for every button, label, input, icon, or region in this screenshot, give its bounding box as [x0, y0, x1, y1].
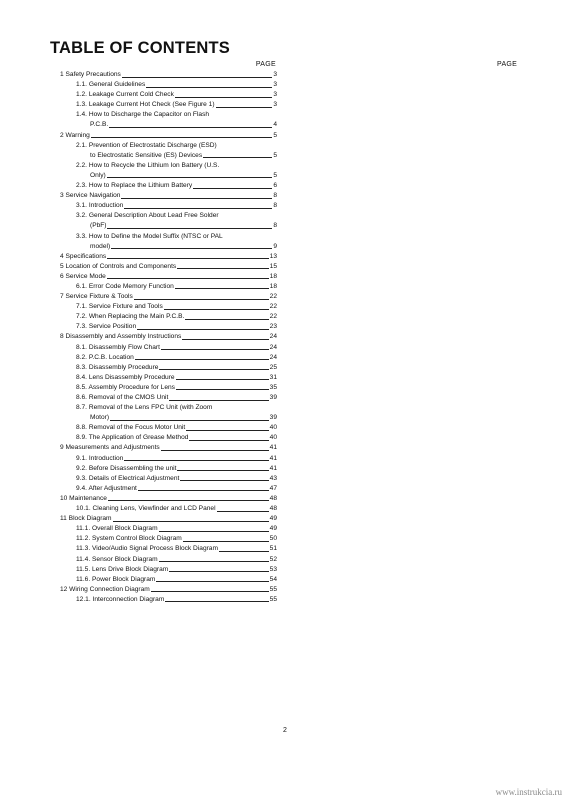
- toc-entry-label: 1.3. Leakage Current Hot Check (See Figure 1): [76, 101, 215, 109]
- toc-entry[interactable]: [60, 232, 277, 252]
- toc-entry-page: 54: [269, 575, 277, 583]
- toc-entry-page: 55: [269, 595, 277, 603]
- leader-line: [110, 420, 269, 421]
- toc-entry-label-continued: model): [90, 242, 111, 250]
- toc-entry-label: 11.2. System Control Block Diagram: [76, 535, 182, 543]
- toc-entry[interactable]: [60, 403, 277, 423]
- toc-entry[interactable]: [60, 565, 277, 575]
- toc-entry[interactable]: [60, 322, 277, 332]
- toc-entry-page: 55: [269, 585, 277, 593]
- leader-line: [164, 309, 269, 310]
- leader-line: [161, 349, 269, 350]
- toc-section[interactable]: [60, 514, 277, 524]
- toc-entry-label: 1.1. General Guidelines: [76, 81, 146, 89]
- leader-line: [177, 268, 268, 269]
- leader-line: [180, 480, 268, 481]
- toc-entry-page: 53: [269, 565, 277, 573]
- toc-entry-page: 52: [269, 555, 277, 563]
- leader-line: [169, 400, 268, 401]
- toc-entry-label: 3.2. General Description About Lead Free Solder: [76, 212, 219, 220]
- toc-entry-label-continued: to Electrostatic Sensitive (ES) Devices: [90, 151, 203, 159]
- toc-entry-page: 4: [273, 121, 277, 129]
- toc-section[interactable]: [60, 332, 277, 342]
- toc-entry-label: 4 Specifications: [60, 252, 107, 260]
- toc-entry-label: 2.3. How to Replace the Lithium Battery: [76, 182, 193, 190]
- leader-line: [109, 127, 272, 128]
- toc-entry-label-continued: Motor): [90, 414, 110, 422]
- toc-entry-label: 3.1. Introduction: [76, 202, 124, 210]
- toc-entry-label: 6 Service Mode: [60, 272, 106, 280]
- toc-entry-label: 7.2. When Replacing the Main P.C.B.: [76, 313, 185, 321]
- leader-line: [177, 470, 268, 471]
- toc-entry-page: 41: [269, 454, 277, 462]
- toc-entry-label: 2 Warning: [60, 131, 90, 139]
- toc-entry-label: 8.9. The Application of Grease Method: [76, 434, 189, 442]
- page-number: 2: [283, 727, 287, 734]
- leader-line: [186, 430, 268, 431]
- toc-entry-label: 2.2. How to Recycle the Lithium Ion Battery (U.S.: [76, 161, 220, 169]
- leader-line: [161, 450, 269, 451]
- toc-entry[interactable]: [60, 353, 277, 363]
- leader-line: [134, 299, 269, 300]
- toc-entry-label: 11.6. Power Block Diagram: [76, 575, 156, 583]
- toc-entry[interactable]: [60, 534, 277, 544]
- toc-entry-label: 8.7. Removal of the Lens FPC Unit (with Zoom: [76, 404, 213, 412]
- toc-entry[interactable]: [60, 161, 277, 181]
- toc-entry-page: 22: [269, 313, 277, 321]
- watermark: www.instrukcia.ru: [495, 787, 562, 797]
- toc-entry-label: 11.4. Sensor Block Diagram: [76, 555, 158, 563]
- toc-entry[interactable]: [60, 141, 277, 161]
- toc-entry-page: 39: [269, 414, 277, 422]
- toc-entry[interactable]: [60, 110, 277, 130]
- toc-entry-label: 9.3. Details of Electrical Adjustment: [76, 474, 180, 482]
- toc-entry-page: 24: [269, 353, 277, 361]
- toc-entry[interactable]: [60, 363, 277, 373]
- toc-entry-page: 8: [273, 222, 277, 230]
- toc-section[interactable]: [60, 494, 277, 504]
- leader-line: [176, 389, 269, 390]
- toc-entry-page: 18: [269, 272, 277, 280]
- toc-entry[interactable]: [60, 524, 277, 534]
- toc-entry-label: 11 Block Diagram: [60, 515, 112, 523]
- toc-entry-label: 5 Location of Controls and Components: [60, 262, 177, 270]
- leader-line: [135, 359, 269, 360]
- leader-line: [107, 278, 269, 279]
- leader-line: [183, 541, 269, 542]
- leader-line: [107, 258, 268, 259]
- toc-entry-label: 10.1. Cleaning Lens, Viewfinder and LCD Panel: [76, 505, 216, 513]
- toc-entry-label: 8 Disassembly and Assembly Instructions: [60, 333, 182, 341]
- toc-entry-page: 5: [273, 151, 277, 159]
- leader-line: [159, 561, 269, 562]
- toc-entry-label: 1.2. Leakage Current Cold Check: [76, 91, 174, 99]
- leader-line: [216, 107, 273, 108]
- leader-line: [156, 581, 268, 582]
- toc-entry-page: 24: [269, 343, 277, 351]
- leader-line: [107, 177, 273, 178]
- toc-entry[interactable]: [60, 211, 277, 231]
- toc-entry-page: 13: [269, 252, 277, 260]
- toc-entry[interactable]: [60, 575, 277, 585]
- leader-line: [137, 329, 269, 330]
- toc-entry-label: 12.1. Interconnection Diagram: [76, 595, 165, 603]
- toc-entry-label-continued: Only): [90, 171, 106, 179]
- toc-entry[interactable]: [60, 555, 277, 565]
- toc-entry-label: 9.2. Before Disassembling the unit: [76, 464, 177, 472]
- toc-entry[interactable]: [60, 90, 277, 100]
- toc-entry-page: 3: [273, 91, 277, 99]
- toc-entry-page: 40: [269, 434, 277, 442]
- toc-entry-page: 40: [269, 424, 277, 432]
- toc-entry-label: 8.8. Removal of the Focus Motor Unit: [76, 424, 186, 432]
- toc-entry[interactable]: [60, 544, 277, 554]
- leader-line: [203, 157, 272, 158]
- toc-entry-page: 49: [269, 525, 277, 533]
- toc-entry-page: 23: [269, 323, 277, 331]
- leader-line: [193, 188, 272, 189]
- toc-entry-page: 8: [273, 192, 277, 200]
- page-column-header-left: PAGE: [255, 61, 276, 68]
- leader-line: [219, 551, 269, 552]
- table-of-contents: [60, 70, 277, 605]
- leader-line: [108, 500, 269, 501]
- toc-entry[interactable]: [60, 343, 277, 353]
- toc-section[interactable]: [60, 585, 277, 595]
- toc-entry-label: 11.3. Video/Audio Signal Process Block Diagram: [76, 545, 218, 553]
- toc-entry-page: 3: [273, 71, 277, 78]
- toc-entry-page: 51: [269, 545, 277, 553]
- toc-entry-page: 35: [269, 383, 277, 391]
- toc-section[interactable]: [60, 443, 277, 453]
- leader-line: [176, 379, 269, 380]
- leader-line: [107, 228, 272, 229]
- leader-line: [146, 87, 272, 88]
- toc-entry[interactable]: [60, 464, 277, 474]
- page-column-header-right: PAGE: [497, 61, 518, 68]
- toc-entry-page: 3: [273, 101, 277, 109]
- toc-entry-page: 48: [269, 505, 277, 513]
- toc-entry-page: 22: [269, 293, 277, 301]
- toc-entry[interactable]: [60, 373, 277, 383]
- document-title: TABLE OF CONTENTS: [50, 39, 231, 57]
- toc-entry-label: 8.5. Assembly Procedure for Lens: [76, 383, 175, 391]
- toc-entry-page: 39: [269, 394, 277, 401]
- toc-entry[interactable]: [60, 423, 277, 433]
- toc-entry-page: 41: [269, 444, 277, 452]
- leader-line: [217, 511, 269, 512]
- toc-entry-label: 8.4. Lens Disassembly Procedure: [76, 373, 175, 381]
- leader-line: [151, 591, 269, 592]
- toc-entry-page: 8: [273, 202, 277, 210]
- toc-entry-label: 11.5. Lens Drive Block Diagram: [76, 565, 169, 573]
- leader-line: [122, 77, 272, 78]
- toc-entry-page: 22: [269, 303, 277, 311]
- toc-entry-page: 15: [269, 262, 277, 270]
- toc-entry[interactable]: [60, 302, 277, 312]
- toc-entry-label: 8.1. Disassembly Flow Chart: [76, 343, 160, 351]
- toc-section[interactable]: [60, 131, 277, 141]
- toc-entry-page: 48: [269, 494, 277, 502]
- leader-line: [159, 369, 268, 370]
- toc-entry[interactable]: [60, 433, 277, 443]
- leader-line: [113, 521, 269, 522]
- toc-entry[interactable]: [60, 100, 277, 110]
- leader-line: [159, 531, 269, 532]
- toc-entry-page: 47: [269, 484, 277, 492]
- toc-section[interactable]: [60, 70, 277, 80]
- toc-section[interactable]: [60, 262, 277, 272]
- toc-section[interactable]: [60, 292, 277, 302]
- toc-entry-label: 7.3. Service Position: [76, 323, 137, 331]
- leader-line: [189, 440, 268, 441]
- toc-entry[interactable]: [60, 312, 277, 322]
- toc-entry[interactable]: [60, 504, 277, 514]
- toc-entry-label: 1.4. How to Discharge the Capacitor on Flash: [76, 111, 210, 119]
- toc-entry-page: 43: [269, 474, 277, 482]
- toc-entry-label: 3.3. How to Define the Model Suffix (NTSC or PAL: [76, 232, 223, 240]
- toc-entry-label: 9 Measurements and Adjustments: [60, 444, 160, 452]
- toc-entry-label: 8.2. P.C.B. Location: [76, 353, 134, 361]
- toc-section[interactable]: [60, 191, 277, 201]
- toc-entry-label: 6.1. Error Code Memory Function: [76, 282, 174, 290]
- leader-line: [169, 571, 268, 572]
- leader-line: [175, 97, 272, 98]
- toc-entry-label: 11.1. Overall Block Diagram: [76, 525, 158, 533]
- toc-entry[interactable]: [60, 80, 277, 90]
- toc-entry-label: 9.4. After Adjustment: [76, 484, 137, 492]
- toc-entry-label: 1 Safety Precautions: [60, 71, 121, 78]
- leader-line: [185, 319, 268, 320]
- toc-entry-label: 9.1. Introduction: [76, 454, 124, 462]
- toc-section[interactable]: [60, 252, 277, 262]
- toc-entry-label: 8.3. Disassembly Procedure: [76, 363, 159, 371]
- toc-entry-label: 2.1. Prevention of Electrostatic Discharge (ESD): [76, 141, 217, 149]
- toc-entry-page: 5: [273, 131, 277, 139]
- toc-entry-page: 3: [273, 81, 277, 89]
- toc-entry-label: 8.6. Removal of the CMOS Unit: [76, 394, 169, 401]
- leader-line: [175, 288, 269, 289]
- leader-line: [138, 490, 269, 491]
- toc-entry-label: 3 Service Navigation: [60, 192, 121, 200]
- leader-line: [182, 339, 268, 340]
- leader-line: [124, 208, 272, 209]
- toc-entry-page: 9: [273, 242, 277, 250]
- toc-entry-page: 24: [269, 333, 277, 341]
- toc-entry[interactable]: [60, 201, 277, 211]
- toc-entry-page: 41: [269, 464, 277, 472]
- toc-entry-page: 5: [273, 171, 277, 179]
- toc-entry[interactable]: [60, 454, 277, 464]
- toc-entry-label: 12 Wiring Connection Diagram: [60, 585, 150, 593]
- toc-entry[interactable]: [60, 393, 277, 403]
- toc-entry-page: 6: [273, 182, 277, 190]
- toc-entry-label: 7.1. Service Fixture and Tools: [76, 303, 163, 311]
- toc-entry[interactable]: [60, 181, 277, 191]
- leader-line: [111, 248, 272, 249]
- leader-line: [121, 198, 272, 199]
- toc-entry-label-continued: (PbF): [90, 222, 107, 230]
- leader-line: [165, 601, 268, 602]
- toc-entry[interactable]: [60, 595, 277, 605]
- toc-entry-page: 18: [269, 282, 277, 290]
- toc-entry-page: 25: [269, 363, 277, 371]
- toc-entry-label: 10 Maintenance: [60, 494, 107, 502]
- leader-line: [91, 137, 273, 138]
- leader-line: [124, 460, 268, 461]
- toc-entry-page: 49: [269, 515, 277, 523]
- toc-entry-label: 7 Service Fixture & Tools: [60, 293, 133, 301]
- toc-entry[interactable]: [60, 474, 277, 484]
- toc-entry-label-continued: P.C.B.: [90, 121, 109, 129]
- toc-entry[interactable]: [60, 484, 277, 494]
- toc-entry[interactable]: [60, 282, 277, 292]
- toc-entry[interactable]: [60, 383, 277, 393]
- toc-section[interactable]: [60, 272, 277, 282]
- toc-entry-page: 50: [269, 535, 277, 543]
- toc-entry-page: 31: [269, 373, 277, 381]
